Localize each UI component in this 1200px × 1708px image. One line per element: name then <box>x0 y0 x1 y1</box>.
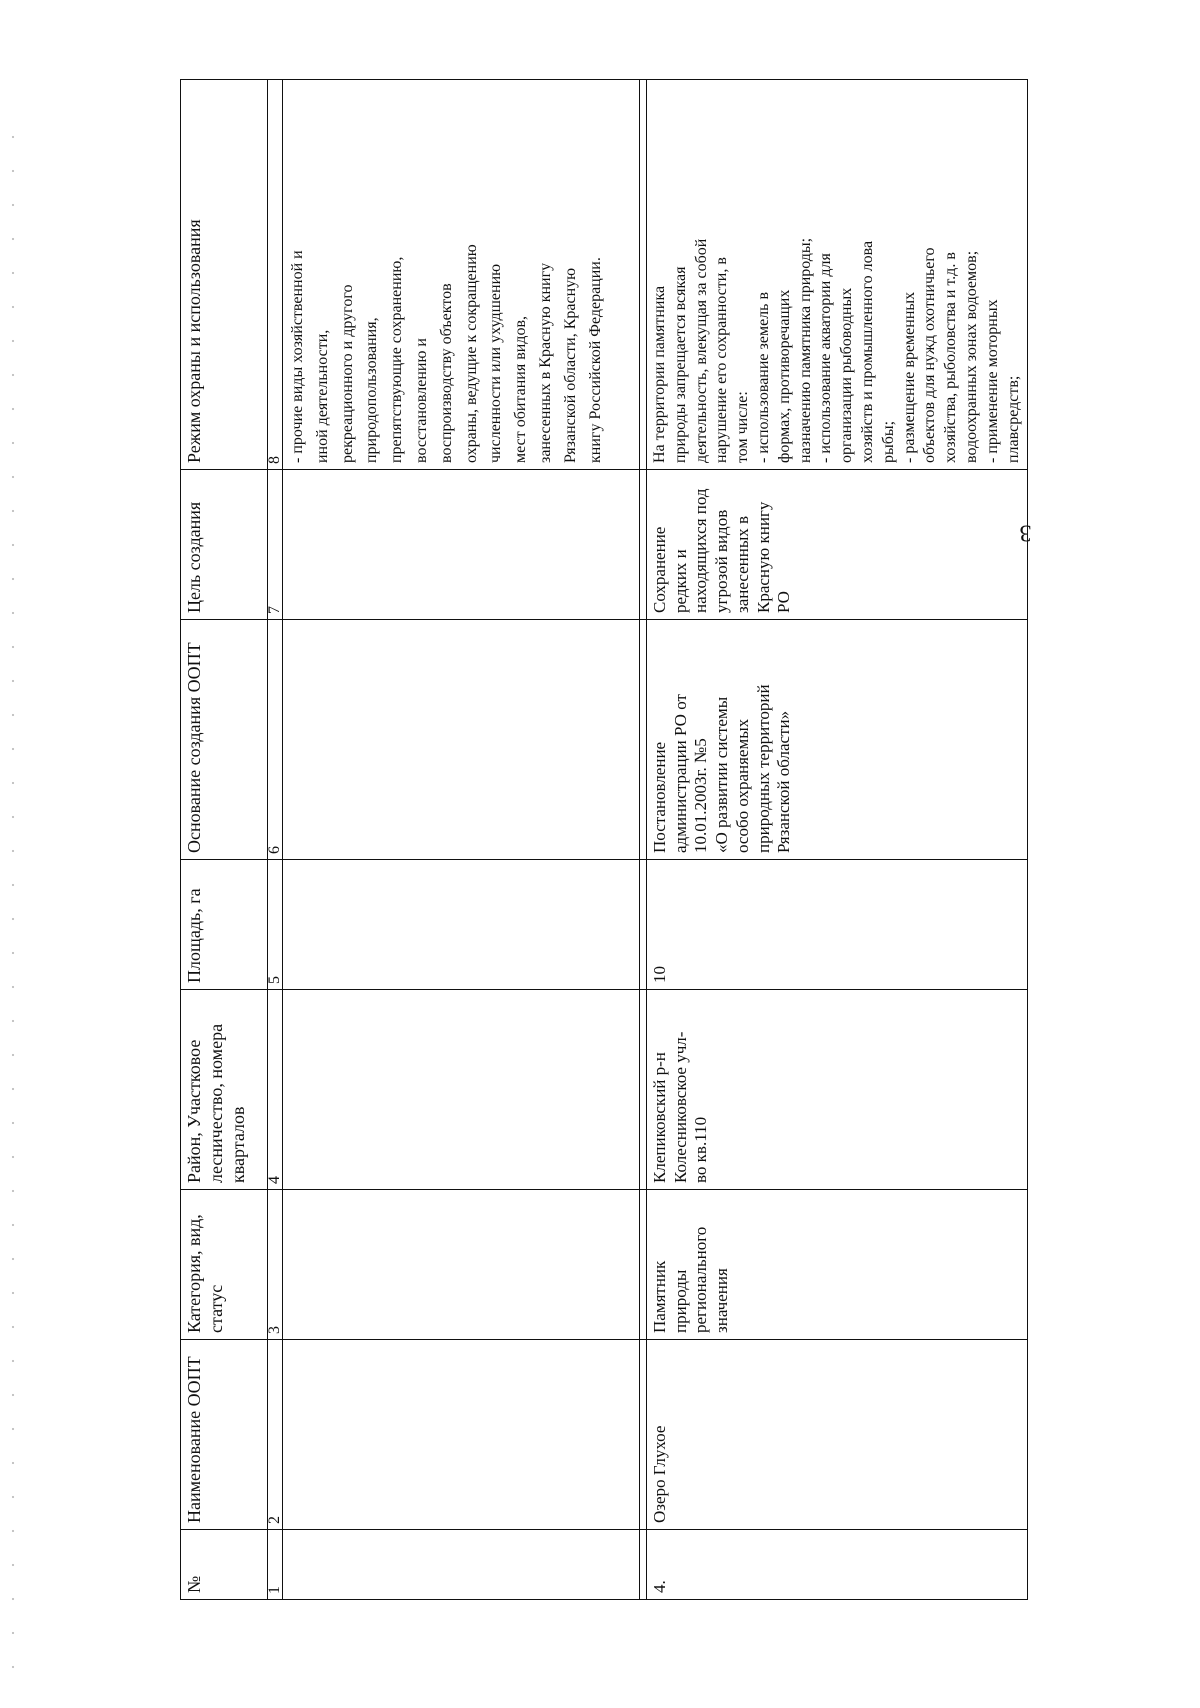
basis-line: 10.01.2003г. №5 <box>691 738 711 853</box>
scan-artifact-dots <box>8 120 18 1680</box>
category-line: Памятник <box>650 1260 669 1333</box>
regime-line: мест обитания видов, <box>512 315 530 463</box>
regime-line: рекреационного и другого <box>338 284 356 463</box>
area-size: 10 <box>647 860 1028 990</box>
continuation-row <box>283 80 640 1600</box>
category-line: природы <box>670 1269 690 1333</box>
table-row <box>647 80 1028 1600</box>
column-number: 2 <box>268 1340 283 1530</box>
basis-line: «О развитии системы <box>712 696 732 853</box>
regime-line: - применение моторных <box>983 299 1001 463</box>
regime-line: плавсредств; <box>1004 375 1022 463</box>
header-location: Район, Участковое лесничество, номера кварталов <box>181 990 268 1190</box>
row-number: 4. <box>647 1530 1028 1600</box>
purpose-line: Сохранение <box>650 526 669 613</box>
area-basis <box>647 620 1028 860</box>
regime-line: препятствующие сохранению, <box>388 256 406 463</box>
area-purpose <box>647 470 1028 620</box>
location-line: Колесниковское учл- <box>670 1031 690 1183</box>
column-number: 4 <box>268 990 283 1190</box>
empty-cell <box>283 620 640 860</box>
regime-line: Рязанской области, Красную <box>561 267 579 463</box>
basis-line: природных территорий <box>753 684 773 853</box>
header-purpose: Цель создания <box>181 470 268 620</box>
regime-line: природы запрещается всякая <box>671 266 689 463</box>
row-separator <box>640 80 647 1600</box>
category-line: регионального <box>691 1226 711 1333</box>
empty-cell <box>283 1190 640 1340</box>
purpose-line: занесенных в <box>732 515 752 613</box>
regime-line: - размещение временных <box>900 291 918 463</box>
location-line: во кв.110 <box>691 1116 711 1183</box>
header-regime: Режим охраны и использования <box>181 80 268 470</box>
protected-areas-table <box>180 79 1028 1600</box>
regime-line: деятельность, влекущая за собой <box>692 238 710 463</box>
basis-line: администрации РО от <box>670 694 690 853</box>
rotated-document-page <box>180 80 1072 1600</box>
column-number: 3 <box>268 1190 283 1340</box>
regime-line: формах, противоречащих <box>775 289 793 463</box>
category-line: значения <box>712 1268 732 1333</box>
regime-line: водоохранных зонах водоемов; <box>962 250 980 463</box>
regime-line: охраны, ведущие к сокращению <box>462 244 480 463</box>
header-row <box>181 80 268 1600</box>
regime-line: занесенных в Красную книгу <box>536 262 554 463</box>
regime-line: рыбы; <box>879 420 897 463</box>
header-name: Наименование ООПТ <box>181 1340 268 1530</box>
regime-line: хозяйств и промышленного лова <box>858 240 876 463</box>
header-number: № <box>181 1530 268 1600</box>
location-line: Клепиковский р-н <box>650 1052 669 1183</box>
purpose-line: редких и <box>670 549 690 613</box>
regime-line: восстановлению и <box>412 338 430 463</box>
area-name: Озеро Глухое <box>647 1340 1028 1530</box>
regime-line: том числе: <box>734 391 752 463</box>
regime-line: воспроизводству объектов <box>437 283 455 463</box>
column-number-row <box>268 80 283 1600</box>
continuation-regime-cell <box>283 80 640 470</box>
column-number: 5 <box>268 860 283 990</box>
empty-cell <box>283 1340 640 1530</box>
page-number: 3 <box>1019 519 1032 546</box>
regime-line: численности или ухудшению <box>487 263 505 463</box>
regime-line: назначению памятника природы; <box>796 237 814 463</box>
area-category <box>647 1190 1028 1340</box>
basis-line: особо охраняемых <box>732 718 752 853</box>
regime-line: организации рыбоводных <box>838 287 856 463</box>
purpose-line: находящихся под <box>691 488 711 613</box>
regime-line: иной деятельности, <box>313 329 331 463</box>
column-number: 6 <box>268 620 283 860</box>
regime-line: На территории памятника <box>651 285 668 463</box>
purpose-line: Красную книгу <box>753 501 773 613</box>
column-number: 7 <box>268 470 283 620</box>
column-number: 8 <box>268 80 283 470</box>
purpose-line: угрозой видов <box>712 509 732 613</box>
regime-line: - использование земель в <box>754 291 772 463</box>
empty-cell <box>283 990 640 1190</box>
regime-line: нарушение его сохранности, в <box>713 257 731 463</box>
empty-cell <box>283 1530 640 1600</box>
header-category: Категория, вид, статус <box>181 1190 268 1340</box>
empty-cell <box>283 470 640 620</box>
regime-line: объектов для нужд охотничьего <box>921 247 939 463</box>
regime-line: книгу Российской Федерации. <box>586 257 604 463</box>
regime-line: хозяйства, рыболовства и т.д. в <box>942 252 960 463</box>
column-number: 1 <box>268 1530 283 1600</box>
area-location <box>647 990 1028 1190</box>
header-basis: Основание создания ООПТ <box>181 620 268 860</box>
header-area: Площадь, га <box>181 860 268 990</box>
regime-line: - прочие виды хозяйственной и <box>289 250 306 463</box>
area-regime <box>647 80 1028 470</box>
purpose-line: РО <box>774 591 794 613</box>
regime-line: природопользования, <box>363 317 381 463</box>
basis-line: Постановление <box>650 741 669 853</box>
empty-cell <box>283 860 640 990</box>
basis-line: Рязанской области» <box>774 710 794 853</box>
regime-line: - использование акватории для <box>817 253 835 463</box>
